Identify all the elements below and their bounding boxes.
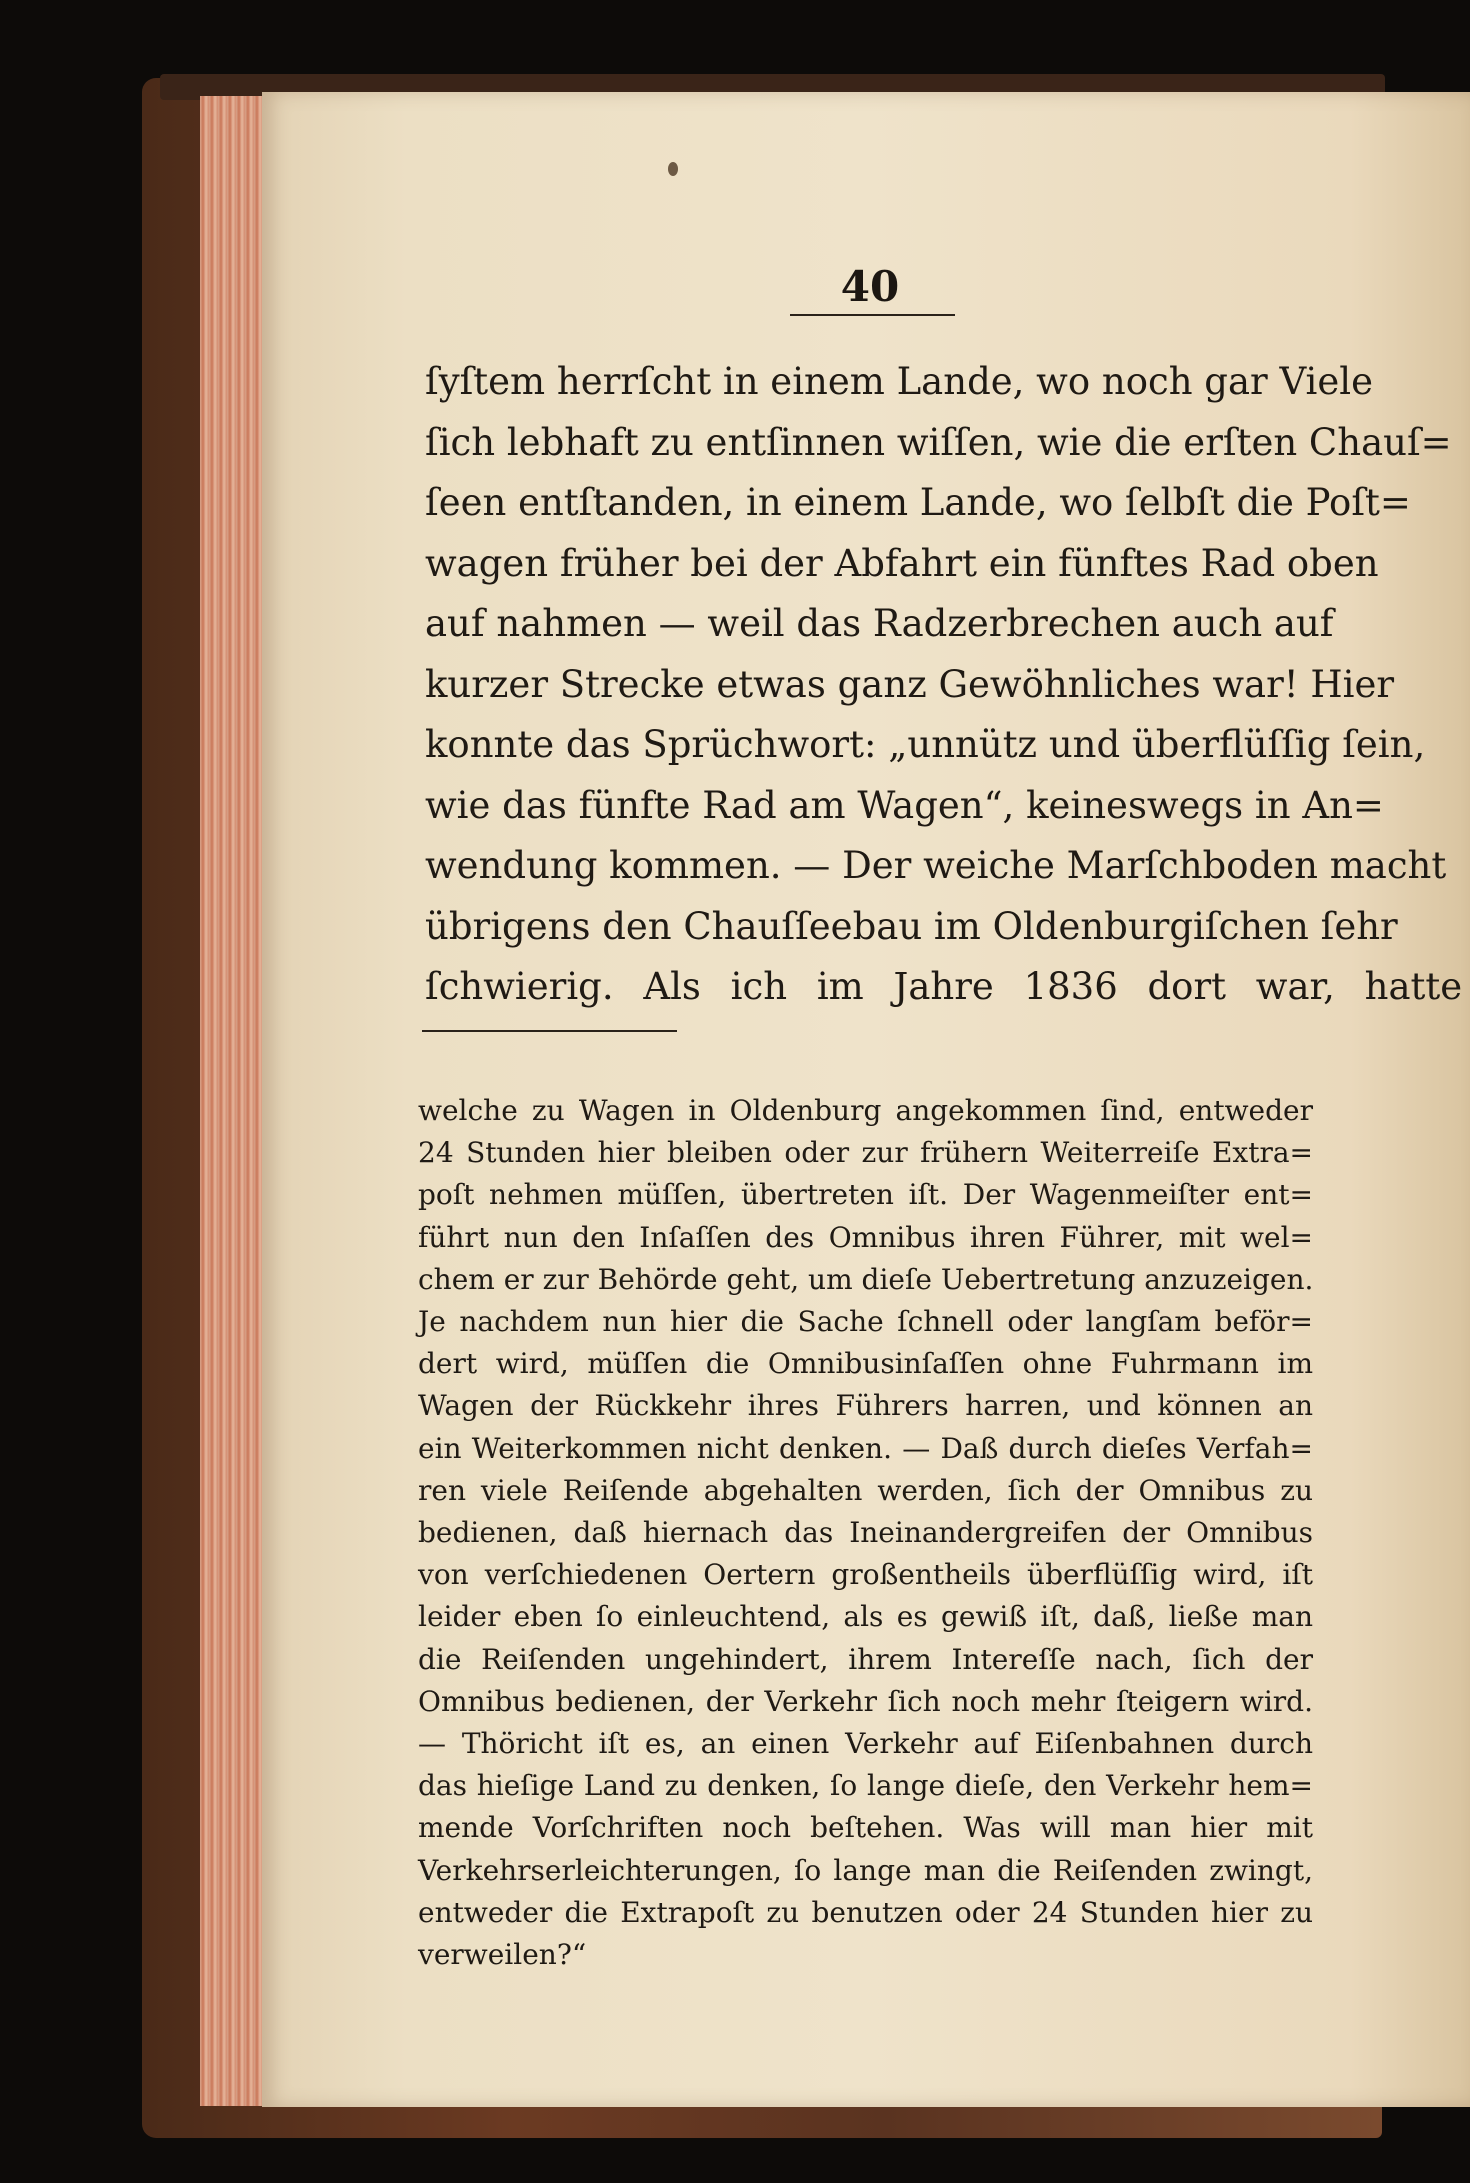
footnote-line: welche zu Wagen in Oldenburg angekommen ſind, entweder — [418, 1094, 1313, 1127]
text-line: wendung kommen. — Der weiche Marſchboden macht — [425, 844, 1447, 887]
text-line: ſeen entſtanden, in einem Lande, wo ſelbſt die Poſt= — [425, 481, 1411, 524]
text-line: auf nahmen — weil das Radzerbrechen auch auf — [425, 602, 1334, 645]
footnote-line: ein Weiterkommen nicht denken. — Daß durch dieſes Verfah= — [418, 1431, 1313, 1465]
footnote-line: chem er zur Behörde geht, um dieſe Uebertretung anzuzeigen. — [418, 1262, 1314, 1296]
page-number: 40 — [840, 262, 900, 311]
footnote-line: das hieſige Land zu denken, ſo lange dieſe, den Verkehr hem= — [418, 1769, 1313, 1803]
text-line: wie das fünfte Rad am Wagen“, keineswegs in An= — [425, 783, 1384, 827]
text-line: ſyſtem herrſcht in einem Lande, wo noch gar Viele — [425, 360, 1374, 403]
text-line: ſich lebhaft zu entſinnen wiſſen, wie die erſten Chauſ= — [425, 420, 1452, 464]
footnote-line: Omnibus bedienen, der Verkehr ſich noch mehr ſteigern wird. — [418, 1684, 1313, 1718]
text-line: ſchwierig. Als ich im Jahre 1836 dort war, hatte — [425, 965, 1463, 1008]
page-number-rule — [790, 314, 955, 316]
footnote-line: die Reiſenden ungehindert, ihrem Intereſſe nach, ſich der — [418, 1642, 1313, 1676]
footnote-line: Verkehrserleichterungen, ſo lange man die Reiſenden zwingt, — [418, 1853, 1313, 1887]
text-line: konnte das Sprüchwort: „unnütz und überflüſſig ſein, — [425, 723, 1426, 766]
text-line: kurzer Strecke etwas ganz Gewöhnliches war! Hier — [425, 662, 1395, 706]
footnote-line: führt nun den Inſaſſen des Omnibus ihren Führer, mit wel= — [418, 1220, 1313, 1254]
text-line: übrigens den Chauſſeebau im Oldenburgiſchen ſehr — [425, 904, 1398, 948]
text-line: wagen früher bei der Abfahrt ein fünftes Rad oben — [425, 541, 1379, 585]
footnote-line: mende Vorſchriften noch beſtehen. Was will man hier mit — [418, 1811, 1313, 1845]
footnote-block — [418, 1090, 1313, 1976]
footnote-line: 24 Stunden hier bleiben oder zur frühern Weiterreiſe Extra= — [418, 1136, 1313, 1170]
footnote-line: entweder die Extrapoſt zu benutzen oder 24 Stunden hier zu — [418, 1895, 1313, 1929]
footnote-line: Wagen der Rückkehr ihres Führers harren, und können an — [418, 1389, 1313, 1423]
main-text-block — [425, 352, 1463, 1018]
footnote-line: — Thöricht iſt es, an einen Verkehr auf Eiſenbahnen durch — [418, 1727, 1313, 1761]
footnote-separator — [422, 1030, 677, 1032]
footnote-line: ren viele Reiſende abgehalten werden, ſich der Omnibus zu — [418, 1473, 1313, 1507]
footnote-line: leider eben ſo einleuchtend, als es gewiß iſt, daß, ließe man — [418, 1600, 1313, 1634]
footnote-line: bedienen, daß hiernach das Ineinandergreifen der Omnibus — [418, 1516, 1313, 1550]
page-edges — [200, 96, 270, 2106]
footnote-line: dert wird, müſſen die Omnibusinſaſſen ohne Fuhrmann im — [418, 1347, 1313, 1381]
paper-stain — [668, 162, 678, 176]
footnote-line: verweilen?“ — [418, 1938, 587, 1972]
footnote-line: poſt nehmen müſſen, übertreten iſt. Der Wagenmeiſter ent= — [418, 1178, 1313, 1212]
footnote-line: von verſchiedenen Oertern großentheils überflüſſig wird, iſt — [418, 1558, 1313, 1592]
footnote-line: Je nachdem nun hier die Sache ſchnell oder langſam beför= — [418, 1305, 1313, 1339]
